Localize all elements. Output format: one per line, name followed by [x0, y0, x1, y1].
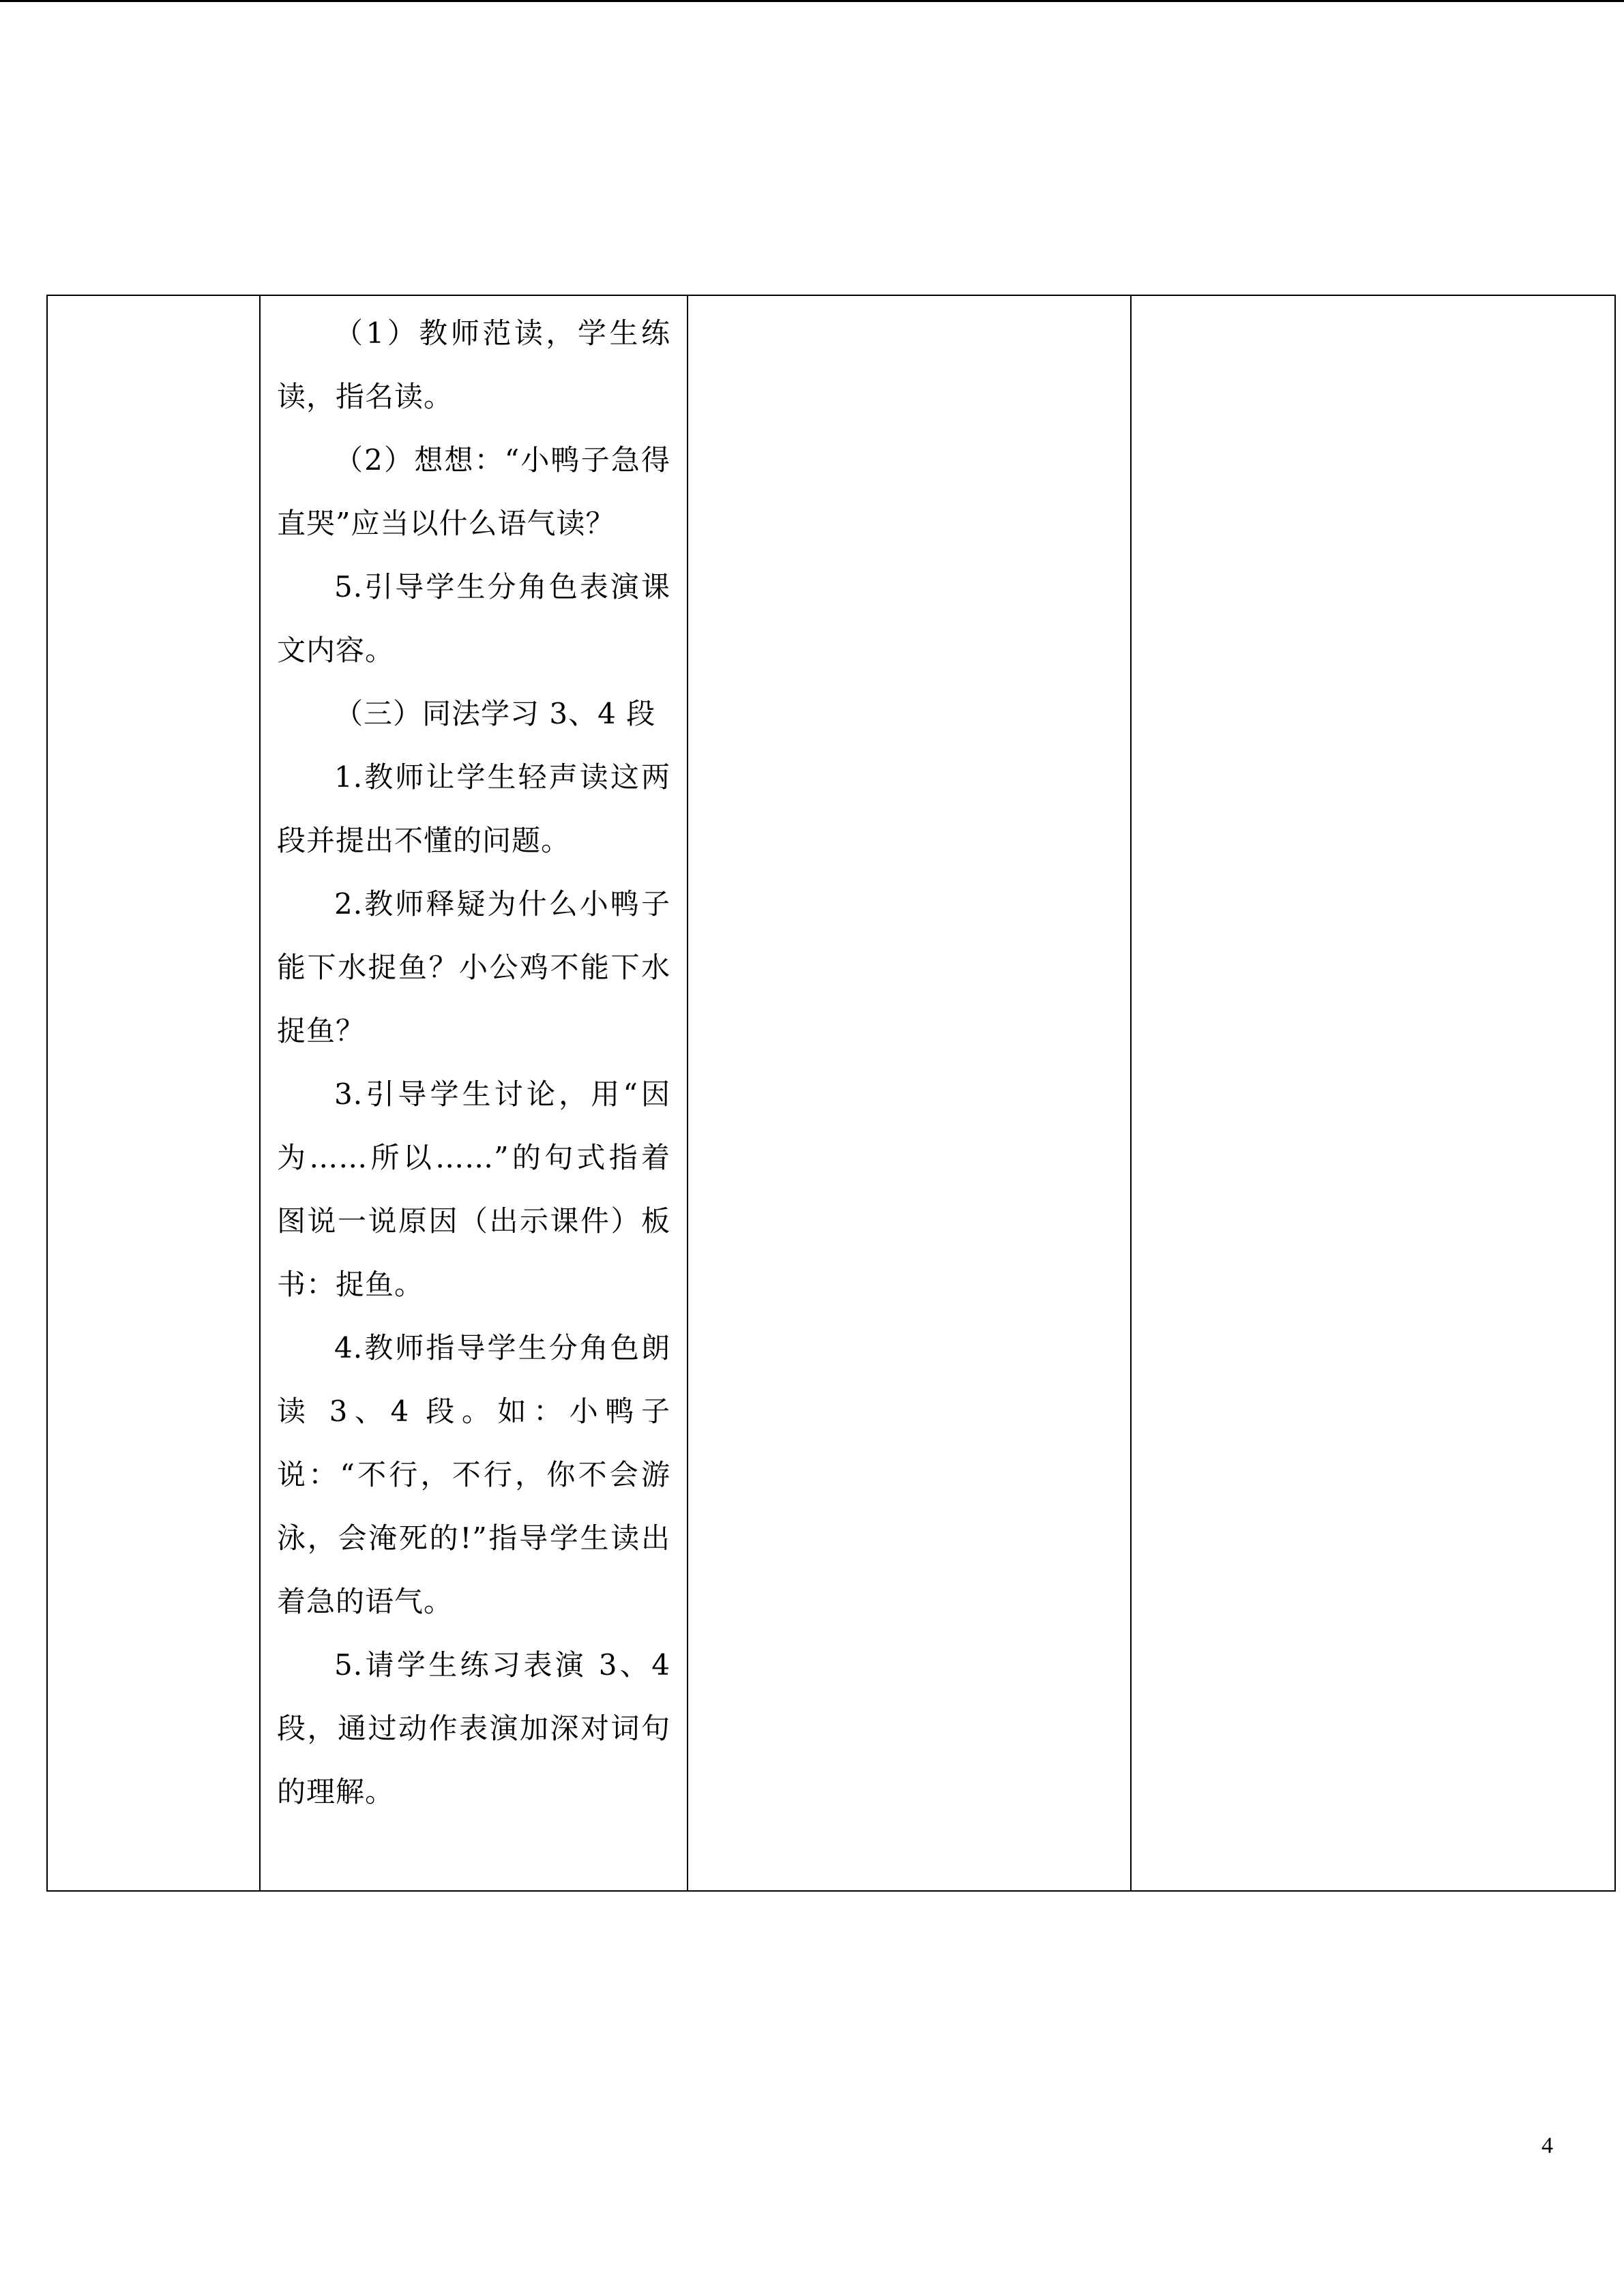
page-top-rule — [0, 0, 1624, 2]
empty-column-cell — [1131, 295, 1615, 1891]
section-heading: （三）同法学习 3、4 段 — [334, 697, 656, 730]
empty-column-cell — [688, 295, 1131, 1891]
teaching-steps-cell — [260, 295, 688, 1891]
empty-column-cell — [47, 295, 260, 1891]
step-paragraph: 3.引导学生讨论，用“因为……所以……”的句式指着图说一说原因（出示课件）板书：捉鱼。 — [277, 1077, 670, 1301]
step-paragraph: 4.教师指导学生分角色朗读 3、4 段。如：小鸭子说：“不行，不行，你不会游泳，会淹死的!”指导学生读出着急的语气。 — [277, 1331, 670, 1618]
step-paragraph: （2）想想：“小鸭子急得直哭”应当以什么语气读？ — [277, 443, 670, 540]
page-number: 4 — [1541, 2133, 1553, 2158]
step-paragraph: 1.教师让学生轻声读这两段并提出不懂的问题。 — [277, 760, 670, 857]
step-paragraph: 5.引导学生分角色表演课文内容。 — [277, 570, 670, 667]
step-paragraph: （1）教师范读，学生练读，指名读。 — [277, 316, 670, 413]
lesson-plan-table — [46, 295, 1616, 1892]
table-row — [47, 295, 1615, 1891]
step-paragraph: 2.教师释疑为什么小鸭子能下水捉鱼？小公鸡不能下水捉鱼？ — [277, 887, 670, 1047]
step-paragraph: 5.请学生练习表演 3、4 段，通过动作表演加深对词句的理解。 — [277, 1648, 670, 1808]
